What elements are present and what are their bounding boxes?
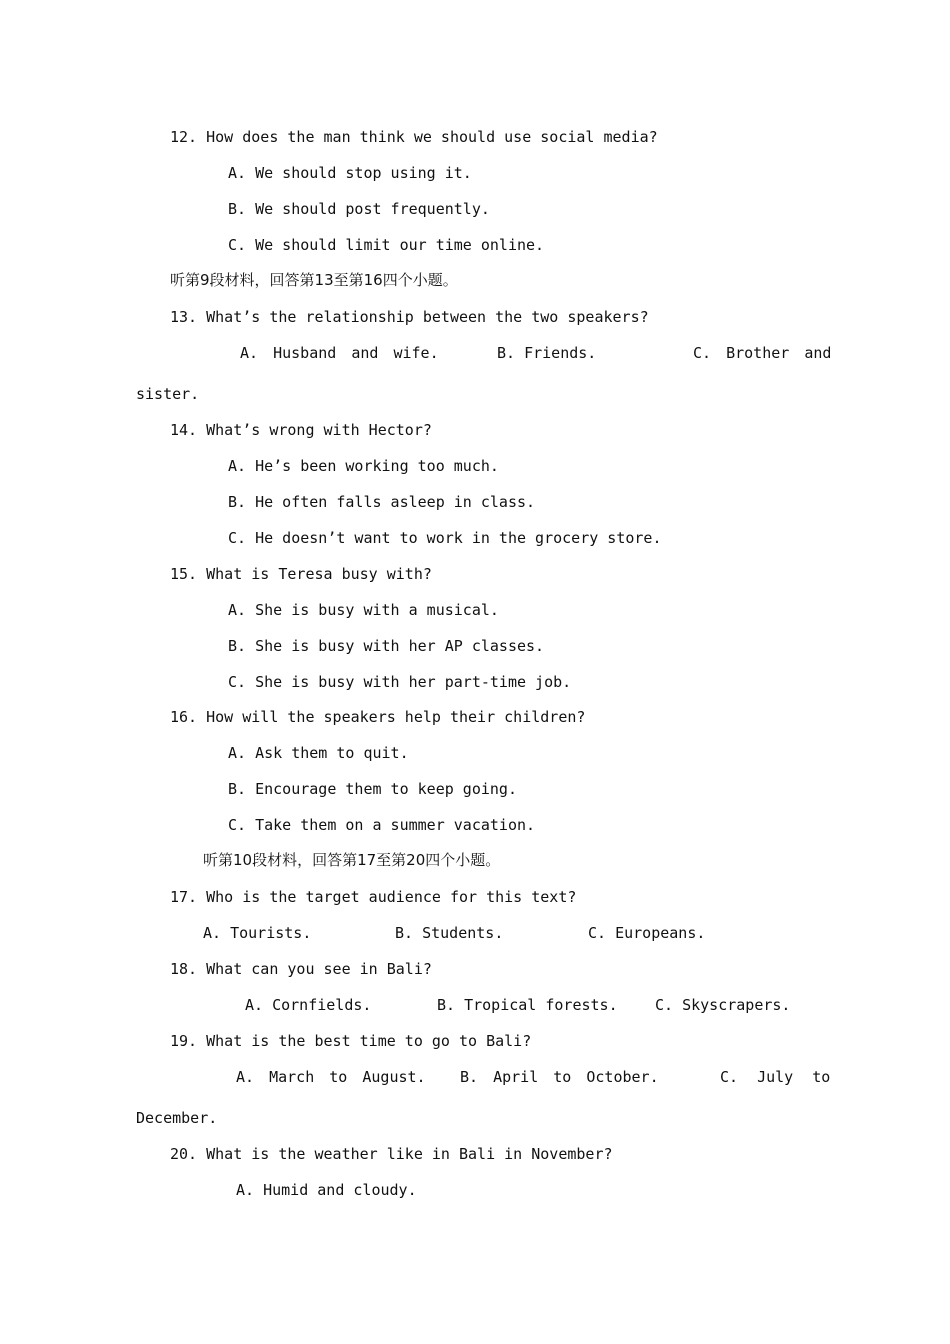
question-14-option-a: A. He’s been working too much. <box>228 457 499 475</box>
question-18-option-a: A. Cornfields. <box>245 996 372 1014</box>
question-19-option-b: B. April to October. <box>460 1068 659 1086</box>
question-18-option-b: B. Tropical forests. <box>437 996 618 1014</box>
question-15-option-b: B. She is busy with her AP classes. <box>228 637 545 655</box>
question-12: 12. How does the man think we should use social media? <box>170 128 658 146</box>
question-16: 16. How will the speakers help their children? <box>170 708 586 726</box>
question-17-option-a: A. Tourists. <box>203 924 312 942</box>
question-19-option-c-continued: December. <box>136 1109 218 1127</box>
question-13-option-b: B. Friends. <box>497 344 597 362</box>
question-12-option-c: C. We should limit our time online. <box>228 236 545 254</box>
question-13: 13. What’s the relationship between the two speakers? <box>170 308 649 326</box>
question-14-option-c: C. He doesn’t want to work in the grocery store. <box>228 529 662 547</box>
question-13-option-a: A. Husband and wife. <box>240 344 439 362</box>
question-15-option-a: A. She is busy with a musical. <box>228 601 499 619</box>
question-15: 15. What is Teresa busy with? <box>170 565 432 583</box>
question-19-option-a: A. March to August. <box>236 1068 426 1086</box>
question-16-option-c: C. Take them on a summer vacation. <box>228 816 536 834</box>
question-13-option-c-continued: sister. <box>136 385 200 403</box>
question-14: 14. What’s wrong with Hector? <box>170 421 432 439</box>
question-16-option-b: B. Encourage them to keep going. <box>228 780 517 798</box>
question-12-option-b: B. We should post frequently. <box>228 200 490 218</box>
question-15-option-c: C. She is busy with her part-time job. <box>228 673 572 691</box>
question-16-option-a: A. Ask them to quit. <box>228 744 409 762</box>
question-17-option-b: B. Students. <box>395 924 504 942</box>
question-13-option-c: C. Brother and <box>693 344 832 362</box>
section-9-instruction: 听第9段材料，回答第13至第16四个小题。 <box>170 271 458 289</box>
section-10-instruction: 听第10段材料，回答第17至第20四个小题。 <box>203 851 501 869</box>
question-14-option-b: B. He often falls asleep in class. <box>228 493 536 511</box>
question-17-option-c: C. Europeans. <box>588 924 706 942</box>
question-19-option-c: C. July to <box>720 1068 831 1086</box>
question-12-option-a: A. We should stop using it. <box>228 164 472 182</box>
question-17: 17. Who is the target audience for this text? <box>170 888 577 906</box>
question-19: 19. What is the best time to go to Bali? <box>170 1032 532 1050</box>
question-18-option-c: C. Skyscrapers. <box>655 996 791 1014</box>
question-20-option-a: A. Humid and cloudy. <box>236 1181 417 1199</box>
question-18: 18. What can you see in Bali? <box>170 960 432 978</box>
question-20: 20. What is the weather like in Bali in November? <box>170 1145 613 1163</box>
